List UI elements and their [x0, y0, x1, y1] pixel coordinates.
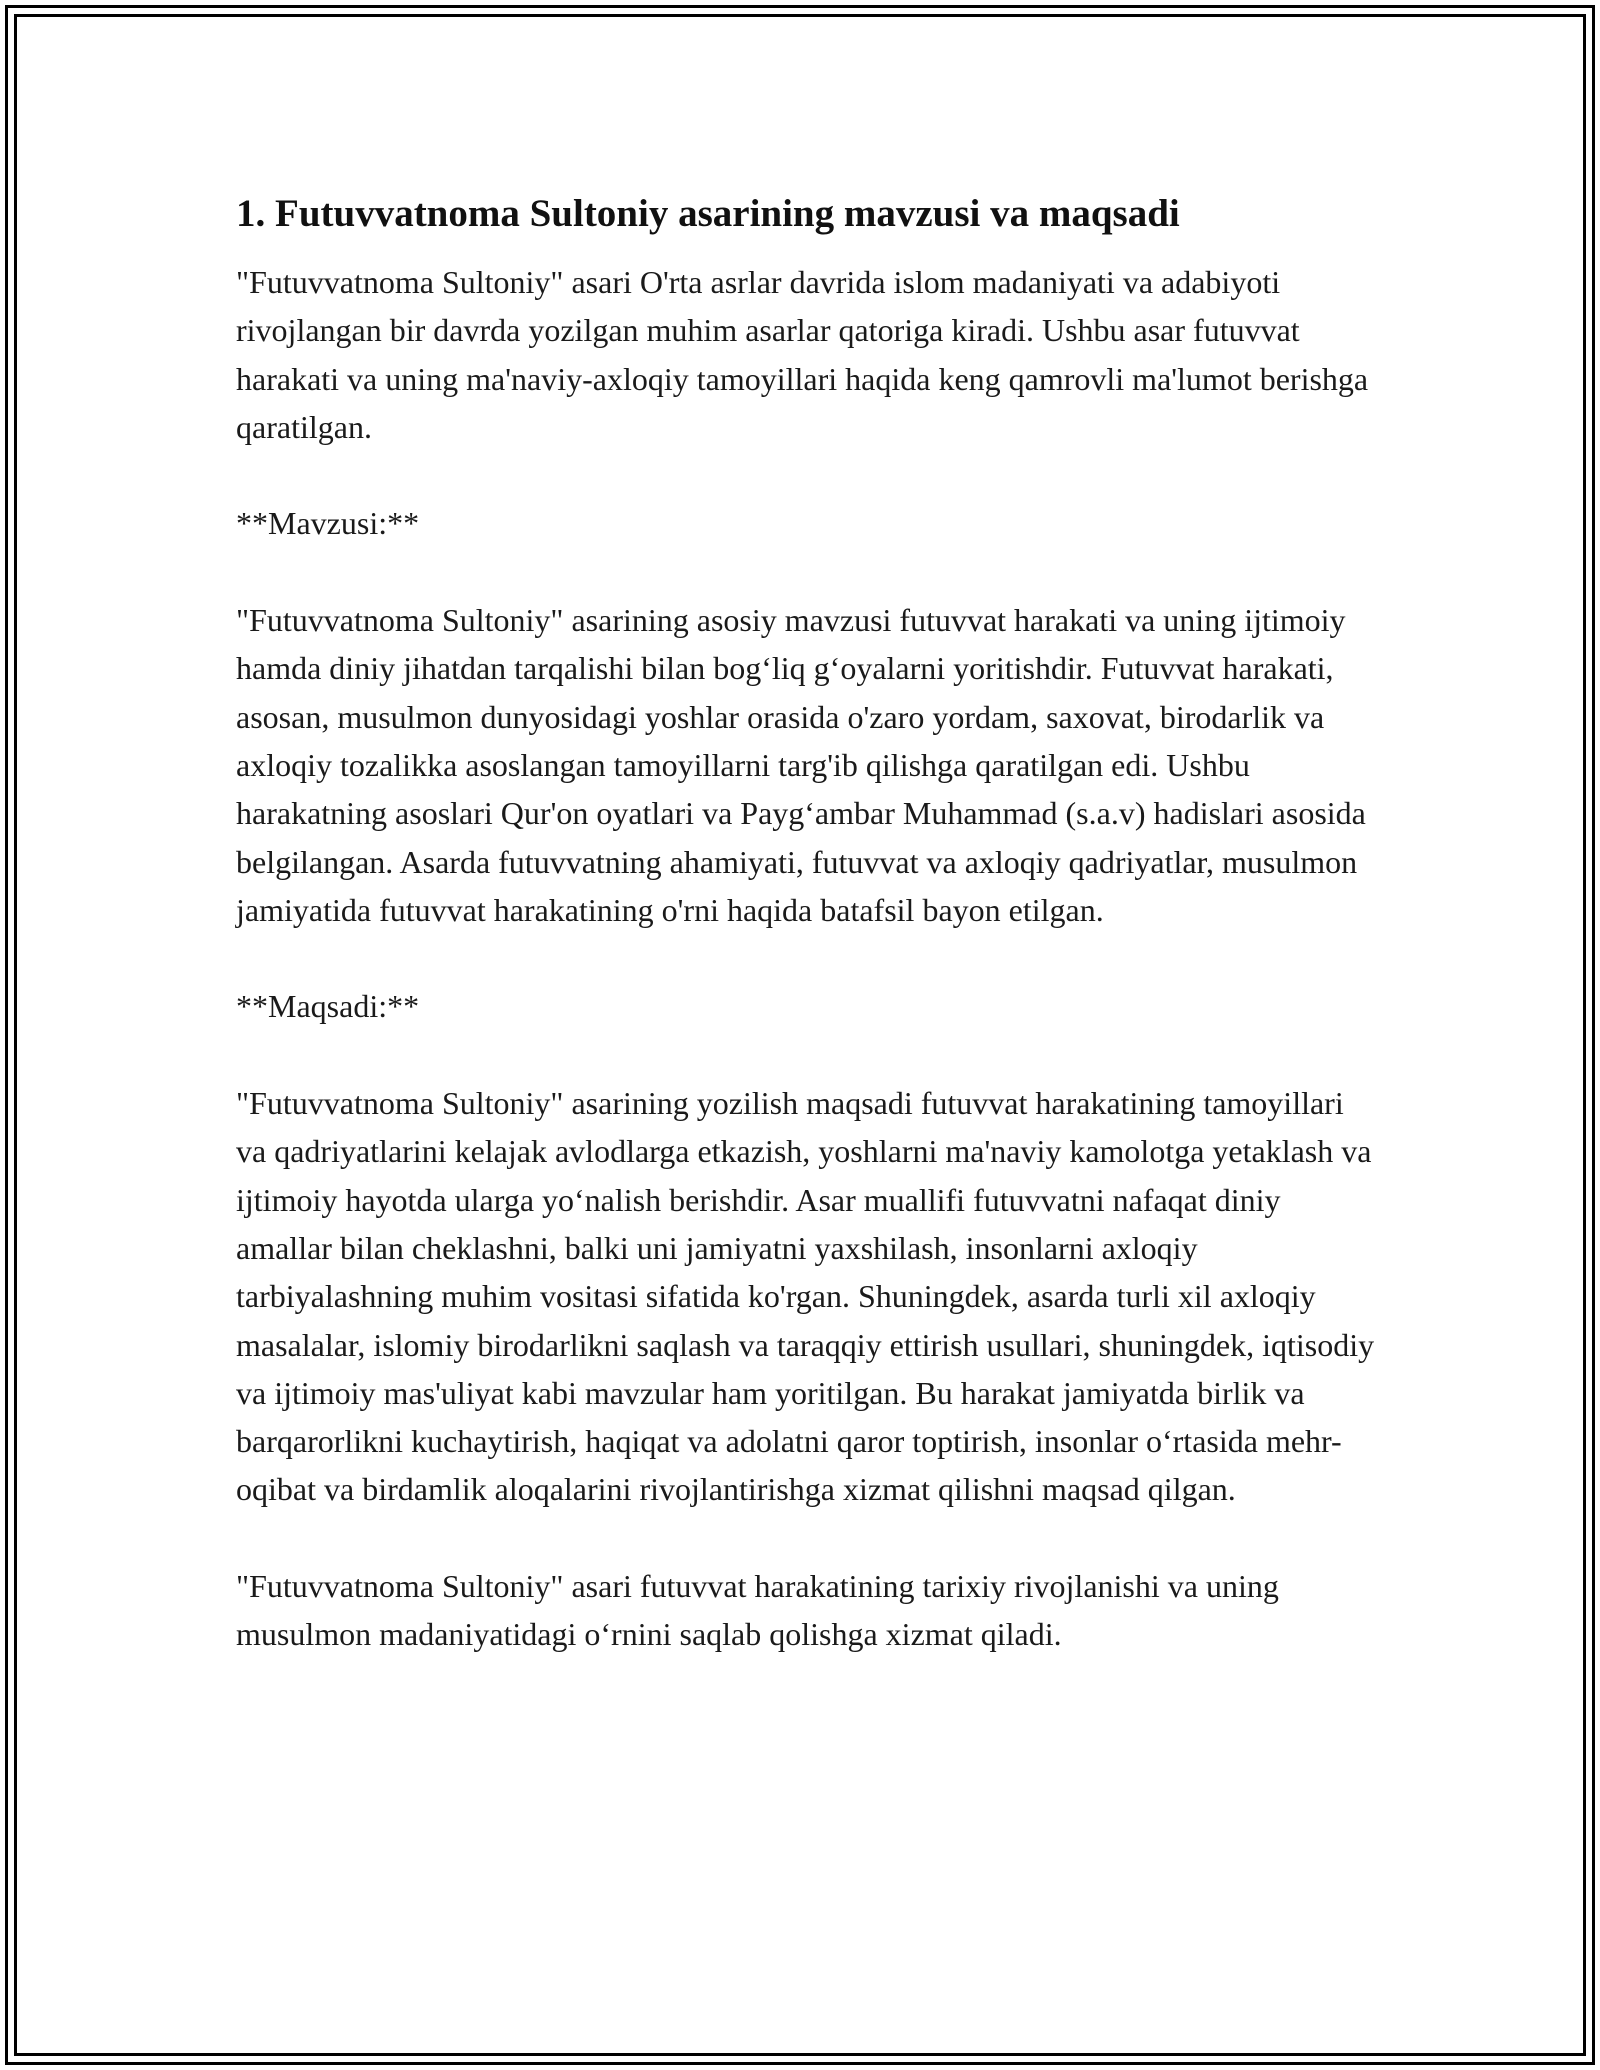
mavzusi-heading: **Mavzusi:**: [236, 505, 420, 542]
maqsadi-heading: **Maqsadi:**: [236, 988, 420, 1025]
mavzusi-paragraph: "Futuvvatnoma Sultoniy" asarining asosiy mavzusi futuvvat harakati va uning ijtimoiy hamda diniy jihatdan tarqalishi bilan bog‘liq g‘oyalarni yoritishdir. Futuvvat harakati, asosan, musulmon dunyosidagi yoshlar orasida o'zaro yordam, saxovat, birodarlik va axloqiy tozalikka asoslangan tamoyillarni targ'ib qilishga qaratilgan edi. Ushbu harakatning asoslari Qur'on oyatlari va Payg‘ambar Muhammad (s.a.v) hadislari asosida belgilangan. Asarda futuvvatning ahamiyati, futuvvat va axloqiy qadriyatlar, musulmon jamiyatida futuvvat harakatining o'rni haqida batafsil bayon etilgan.: [236, 602, 1366, 928]
conclusion-paragraph: "Futuvvatnoma Sultoniy" asari futuvvat harakatining tarixiy rivojlanishi va uning musulmon madaniyatidagi o‘rnini saqlab qolishga xizmat qiladi.: [236, 1568, 1279, 1653]
intro-paragraph: "Futuvvatnoma Sultoniy" asari O'rta asrlar davrida islom madaniyati va adabiyoti rivojlangan bir davrda yozilgan muhim asarlar qatoriga kiradi. Ushbu asar futuvvat harakati va uning ma'naviy-axloqiy tamoyillari haqida keng qamrovli ma'lumot berishga qaratilgan.: [236, 264, 1369, 445]
page-title: 1. Futuvvatnoma Sultoniy asarining mavzusi va maqsadi: [236, 192, 1180, 235]
document-body: [236, 188, 1376, 1659]
maqsadi-paragraph: "Futuvvatnoma Sultoniy" asarining yozilish maqsadi futuvvat harakatining tamoyillari va qadriyatlarini kelajak avlodlarga etkazish, yoshlarni ma'naviy kamolotga yetaklash va ijtimoiy hayotda ularga yo‘nalish berishdir. Asar muallifi futuvvatni nafaqat diniy amallar bilan cheklashni, balki uni jamiyatni yaxshilash, insonlarni axloqiy tarbiyalashning muhim vositasi sifatida ko'rgan. Shuningdek, asarda turli xil axloqiy masalalar, islomiy birodarlikni saqlash va taraqqiy ettirish usullari, shuningdek, iqtisodiy va ijtimoiy mas'uliyat kabi mavzular ham yoritilgan. Bu harakat jamiyatda birlik va barqarorlikni kuchaytirish, haqiqat va adolatni qaror toptirish, insonlar o‘rtasida mehr-oqibat va birdamlik aloqalarini rivojlantirishga xizmat qilishni maqsad qilgan.: [236, 1085, 1375, 1508]
